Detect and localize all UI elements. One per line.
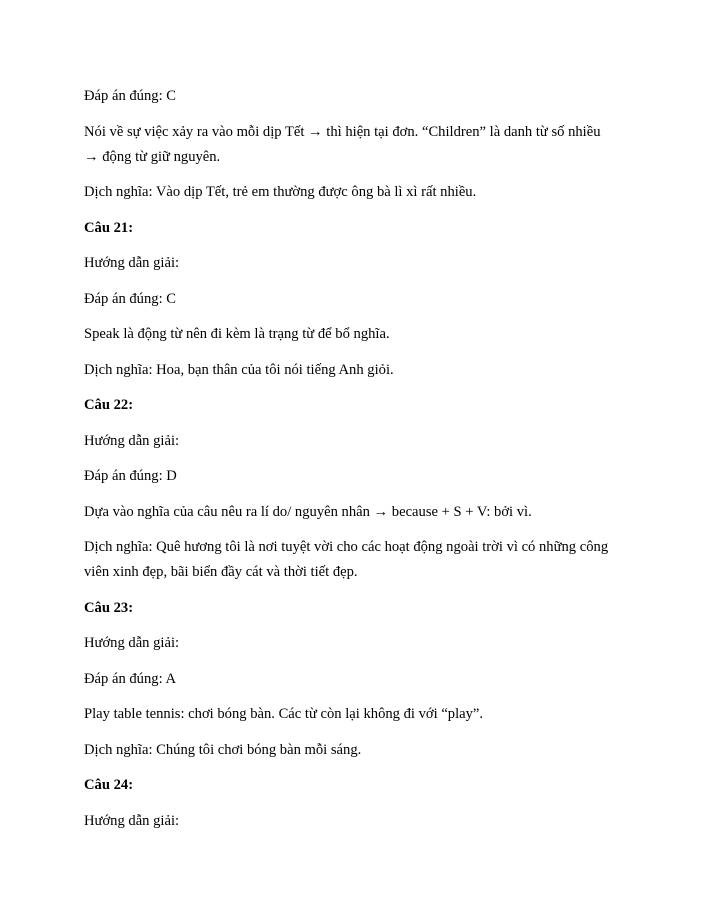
question-24-title: Câu 24: [84,777,134,793]
question-22-explanation: Dựa vào nghĩa của câu nêu ra lí do/ nguyên nhân → because + S + V: bởi vì. [84,503,532,520]
question-23-title: Câu 23: [84,599,134,616]
question-22-translation-line-2: viên xinh đẹp, bãi biển đầy cát và thời tiết đẹp. [84,564,358,580]
question-23-guide: Hướng dẫn giải: [84,635,180,651]
question-22-translation-line-1: Dịch nghĩa: Quê hương tôi là nơi tuyệt vời cho các hoạt động ngoài trời vì có những công [84,539,609,555]
question-21-guide: Hướng dẫn giải: [84,255,180,271]
question-21-answer: Đáp án đúng: C [84,290,177,307]
explanation-prev-line-2: → động từ giữ nguyên. [84,148,221,165]
question-22-title: Câu 22: [84,397,134,413]
question-23-answer: Đáp án đúng: A [84,670,177,687]
question-21-title: Câu 21: [84,219,134,236]
explanation-prev-line-1: Nói về sự việc xảy ra vào mỗi dịp Tết → thì hiện tại đơn. “Children” là danh từ số nhiều [84,123,601,140]
question-22-guide: Hướng dẫn giải: [84,432,180,449]
document-page [84,84,644,834]
answer-prev: Đáp án đúng: C [84,88,177,104]
question-24-guide: Hướng dẫn giải: [84,812,180,829]
question-23-translation: Dịch nghĩa: Chúng tôi chơi bóng bàn mỗi sáng. [84,741,362,758]
question-22-answer: Đáp án đúng: D [84,468,177,484]
question-23-explanation: Play table tennis: chơi bóng bàn. Các từ còn lại không đi với “play”. [84,706,484,722]
question-21-translation: Dịch nghĩa: Hoa, bạn thân của tôi nói tiếng Anh giỏi. [84,361,394,378]
question-21-explanation: Speak là động từ nên đi kèm là trạng từ để bổ nghĩa. [84,326,390,342]
translation-prev: Dịch nghĩa: Vào dịp Tết, trẻ em thường được ông bà lì xì rất nhiều. [84,184,477,200]
